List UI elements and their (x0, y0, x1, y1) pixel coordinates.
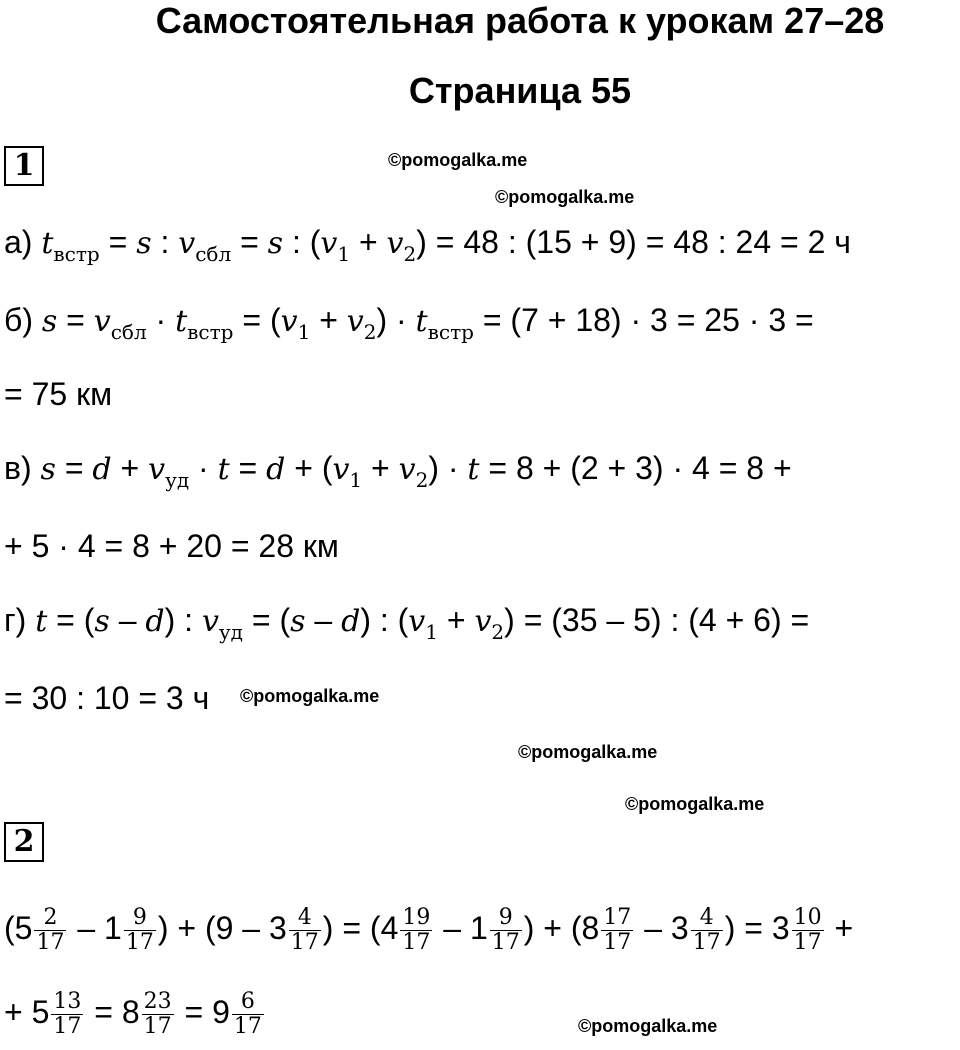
result-text: = 48 : (15 + 9) = 48 : 24 = 2 ч (435, 224, 851, 260)
expr-part: + 5 (4, 993, 50, 1030)
expr-part: = 9 (184, 993, 230, 1030)
watermark: ©pomogalka.me (625, 794, 765, 814)
watermark: ©pomogalka.me (495, 187, 635, 207)
item-label: б) (4, 302, 33, 338)
task-number-2: 2 (4, 822, 44, 862)
expr-part: – 3 (644, 909, 689, 946)
task1-line-v: в) $s = d + v_{уд} \cdot t = d + (v_1 + v_2) \cdot t = 8 + (2 + 3) \cdot 4 = 8$ + (4, 450, 792, 492)
fraction: $\frac{6}{17}$ (233, 989, 262, 1039)
task2-line-1 (4, 906, 853, 955)
watermark: ©pomogalka.me (240, 686, 380, 706)
fraction: $\frac{19}{17}$ (402, 905, 431, 955)
formula: s (40, 452, 56, 487)
formula: $t_{встр}$ (41, 226, 100, 266)
result-text: = 8 + (2 + 3) · 4 = 8 + (488, 450, 792, 486)
expr-part: – 1 (77, 909, 122, 946)
formula: s (41, 304, 58, 339)
expr-part: ) + (9 – 3 (157, 909, 287, 946)
expr-part: + (834, 909, 854, 946)
task1-line-b-cont: = 75 км (4, 376, 113, 412)
fraction: $\frac{10}{17}$ (793, 905, 822, 955)
task1-line-v-cont: + 5 · 4 = 8 + 20 = 28 км (4, 528, 339, 564)
result-text: = (7 + 18) · 3 = 25 · 3 = (482, 302, 814, 338)
fraction: $\frac{2}{17}$ (36, 905, 65, 955)
fraction: $\frac{9}{17}$ (491, 905, 520, 955)
expr-part: ) = (4 (322, 909, 399, 946)
formula: t (35, 604, 48, 639)
fraction: $\frac{23}{17}$ (143, 989, 172, 1039)
page-title: Самостоятельная работа к урокам 27–28 (155, 0, 885, 41)
expr-part: = 8 (94, 993, 140, 1030)
item-label: а) (4, 224, 33, 260)
watermark: ©pomogalka.me (578, 1016, 718, 1036)
task1-line-g-cont: = 30 : 10 = 3 ч (4, 680, 210, 716)
fraction: $\frac{17}{17}$ (603, 905, 632, 955)
item-label: г) (4, 602, 27, 638)
watermark: ©pomogalka.me (388, 150, 528, 170)
expr-part: ) + (8 (523, 909, 600, 946)
expr-part: (5 (4, 909, 33, 946)
fraction: $\frac{9}{17}$ (125, 905, 154, 955)
result-text: = (35 – 5) : (4 + 6) = (523, 602, 810, 638)
task1-line-b: б) $s = v_{сбл} \cdot t_{встр} = (v_1 + v_2) \cdot t_{встр} = (7 + 18) \cdot 3 = 25 \cdot 3$ = (4, 302, 814, 344)
expr-part: – 1 (443, 909, 488, 946)
watermark: ©pomogalka.me (518, 742, 658, 762)
task2-line-2 (4, 990, 266, 1039)
task-number-1: 1 (4, 146, 44, 186)
expr-part: ) = 3 (724, 909, 790, 946)
fraction: $\frac{4}{17}$ (290, 905, 319, 955)
page-subtitle: Страница 55 (408, 70, 632, 111)
fraction: $\frac{13}{17}$ (53, 989, 82, 1039)
task1-line-a: а) $t_{встр} = s$ : $v_{сбл} = s$ : $(v_1 + v_2) = 48$ : (15 + 9) = 48 : 24 = 2 ч (4, 224, 851, 266)
item-label: в) (4, 450, 32, 486)
task1-line-g: г) t = (s – d) : $v_{уд} = (s - d)$ : $(v_1 + v_2) = (35 - 5)$ : (4 + 6) = (4, 602, 810, 644)
fraction: $\frac{4}{17}$ (692, 905, 721, 955)
